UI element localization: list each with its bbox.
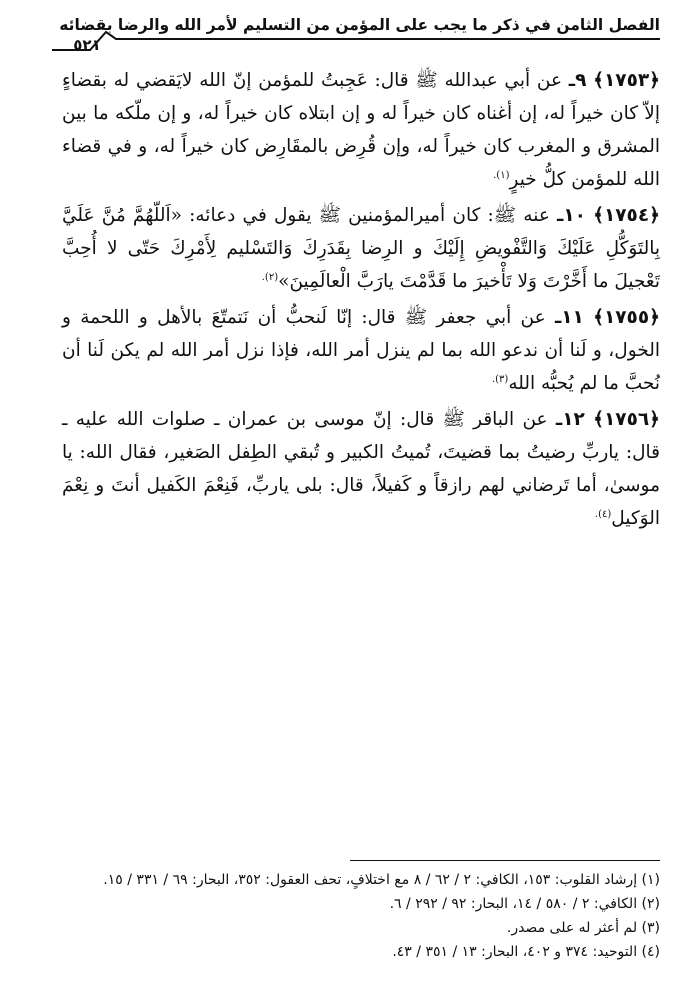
entry-number: ١٢ـ	[555, 409, 585, 430]
entry-text: عن أبي عبدالله ﷺ قال: عَجِبتُ للمؤمن إنّ الله لايَقضي له بقضاءٍ إلاّ كان خيراً له، إن أغناه كان خيراً له و إن ابتلاه كان خيراً له، و إن ملّكه ما بين المشرق و المغرب كان خيراً له، وإن قُرِض بالمقَارِض كان خيراً له، و في قضاء الله للمؤمن كلُّ خيرٍ	[62, 70, 660, 190]
entry-reference-number: ﴿١٧٥٣﴾	[593, 70, 661, 91]
entry-number: ٩ـ	[568, 70, 587, 91]
footnote: (١) إرشاد القلوب: ١٥٣، الكافي: ٢ / ٦٢ / ٨ مع اختلافٍ، تحف العقول: ٣٥٢، البحار: ٦٩ / ٣٣١ / ١٥.	[103, 872, 660, 888]
running-header	[52, 12, 660, 52]
entry-number: ١١ـ	[554, 307, 584, 328]
footnote-separator	[350, 860, 660, 861]
footnote-marker: (٢).	[261, 271, 279, 283]
entry-reference-number: ﴿١٧٥٥﴾	[593, 307, 660, 328]
entry-text: عن الباقر ﷺ قال: إنّ موسى بن عمران ـ صلوات الله عليه ـ قال: ياربِّ رضيتُ بما قضيتَ، تُميتُ الكبير و تُبقي الطِفل الصَغير، فقال الله: يا موسىٰ، أما تَرضاني لهم رازقاً و كَفيلاً، قال: بلى ياربِّ، فَنِعْمَ الكَفيل أنتَ و نِعْمَ الوَكيل	[62, 409, 660, 529]
footnote-marker: (١).	[493, 169, 510, 181]
hadith-entry	[62, 403, 660, 535]
chapter-title: الفصل الثامن في ذكر ما يجب على المؤمن من التسليم لأمر الله والرضا بقضائه	[59, 16, 660, 34]
entry-number: ١٠ـ	[557, 205, 586, 226]
page-number: ٥٢١	[73, 36, 101, 54]
entry-text: عن أبي جعفر ﷺ قال: إنّا لَنحبُّ أن نَتمتّعَ بالأهل و اللحمة و الخول، و لَنا أن ندعو الله بما لم ينزل أمر الله، فإذا نزل أمر الله لم يكن لَنا أن نُحبَّ ما لم يُحبُّه الله	[62, 307, 660, 394]
hadith-entry	[62, 199, 660, 298]
footnote: (٤) التوحيد: ٣٧٤ و ٤٠٢، البحار: ١٣ / ٣٥١ / ٤٣.	[392, 944, 660, 960]
entry-text: عنه ﷺ: كان أميرالمؤمنين ﷺ يقول في دعائه: «اَللّهُمَّ مُنَّ عَلَيَّ بِالتَوَكُّلِ عَلَيْكَ وَالتَّفْويضِ إِلَيْكَ و الرِضا بِقَدَرِكَ وَالتَسْليم لِأَمْرِكَ حَتّى لا أُحِبَّ تَعْجيلَ ما أَخَّرْتَ وَلا تَأْخيرَ ما قَدَّمْتَ يارَبَّ الْعالَمِينَ»	[62, 205, 660, 292]
footnote-marker: (٤).	[594, 508, 612, 520]
entry-reference-number: ﴿١٧٥٤﴾	[593, 205, 660, 226]
footnote-marker: (٣).	[491, 373, 509, 385]
footnote: (٢) الكافي: ٢ / ٥٨٠ / ١٤، البحار: ٩٢ / ٢٩٢ / ٦.	[389, 896, 660, 912]
entry-reference-number: ﴿١٧٥٦﴾	[593, 409, 660, 430]
main-text	[62, 64, 660, 538]
hadith-entry	[62, 64, 660, 196]
footnote: (٣) لم أعثر له على مصدر.	[506, 920, 660, 936]
footnotes	[34, 868, 660, 964]
hadith-entry	[62, 301, 660, 400]
